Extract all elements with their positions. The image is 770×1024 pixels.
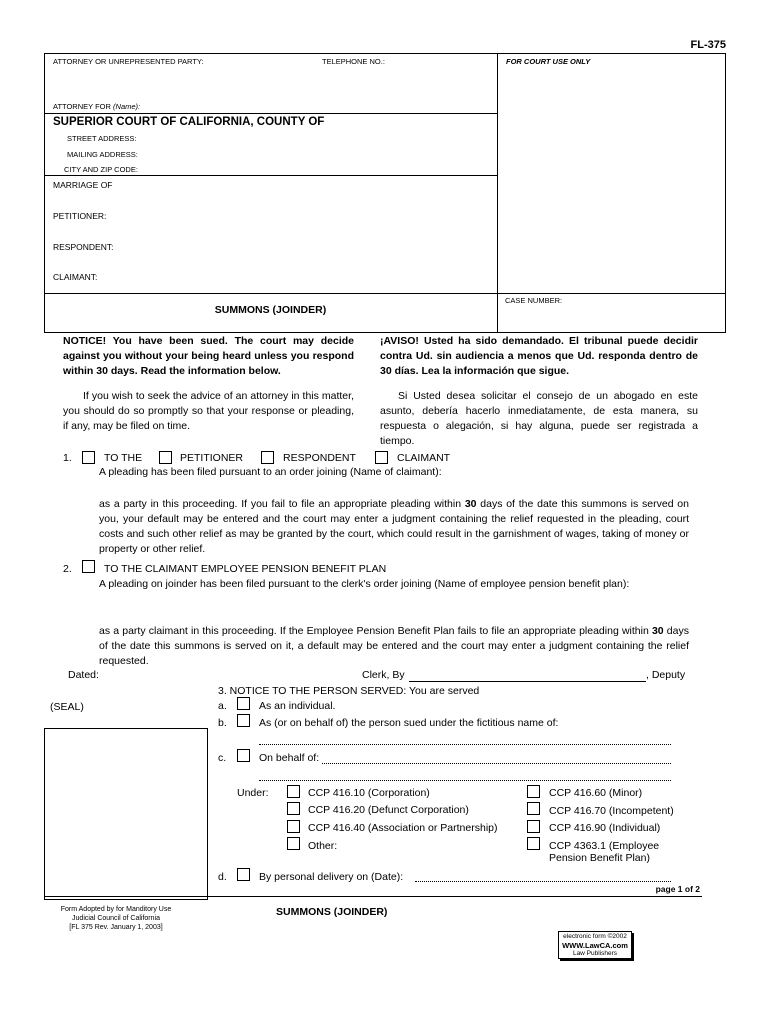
petitioner-label: PETITIONER:	[53, 211, 107, 221]
street-address-label: STREET ADDRESS:	[67, 134, 137, 143]
on-behalf-checkbox[interactable]	[237, 749, 250, 762]
under-label: Under:	[237, 787, 269, 799]
notice-english: NOTICE! You have been sued. The court may decide against you without your being heard unless you respond within 30 days. Read the information below.	[63, 335, 354, 377]
personal-delivery-label: By personal delivery on (Date):	[259, 871, 404, 883]
form-adopted-line-3: [FL 375 Rev. January 1, 2003]	[69, 924, 163, 931]
case-number-label: CASE NUMBER:	[505, 296, 563, 305]
ccp-41640-checkbox[interactable]	[287, 820, 300, 833]
advice-english: If you wish to seek the advice of an attorney in this matter, you should do so promptly so that your response or pleading, if any, may be filed on time.	[63, 390, 354, 432]
seal-label: (SEAL)	[50, 701, 84, 713]
respondent-checkbox[interactable]	[261, 451, 274, 464]
respondent-option-label: RESPONDENT	[283, 452, 356, 464]
fictitious-name-line[interactable]	[259, 744, 671, 745]
court-use-label: FOR COURT USE ONLY	[506, 57, 591, 66]
telephone-label: TELEPHONE NO.:	[322, 57, 385, 66]
dated-label: Dated:	[68, 669, 99, 681]
ccp-41620-checkbox[interactable]	[287, 802, 300, 815]
petitioner-option-label: PETITIONER	[180, 452, 244, 464]
item1-paragraph: as a party in this proceeding. If you fail to file an appropriate pleading within 30 days of the date this summons is served on you, your default may be entered and the court may enter a judgment containing the relief requested in the pleading, court costs and such other relief as may be granted by the court, which could result in the garnishment of wages, taking of money or property or other relief.	[99, 498, 689, 555]
page-number: page 1 of 2	[655, 884, 700, 894]
ccp-41610-label: CCP 416.10 (Corporation)	[308, 787, 430, 799]
other-checkbox[interactable]	[287, 837, 300, 850]
stamp-line-3: Law Publishers	[572, 950, 618, 957]
mailing-address-label: MAILING ADDRESS:	[67, 150, 138, 159]
clerk-by-label: Clerk, By	[362, 669, 405, 681]
to-the-checkbox[interactable]	[82, 451, 95, 464]
ccp-41610-checkbox[interactable]	[287, 785, 300, 798]
fictitious-name-checkbox[interactable]	[237, 714, 250, 727]
ccp-41640-label: CCP 416.40 (Association or Partnership)	[308, 822, 498, 834]
ccp-41690-checkbox[interactable]	[527, 820, 540, 833]
advice-spanish: Si Usted desea solicitar el consejo de un abogado en este asunto, debería hacerlo inmediatamente, de esta manera, su respuesta o alegación, si hay alguna, puede ser registrada a tiempo.	[380, 390, 698, 447]
on-behalf-label: On behalf of:	[259, 752, 320, 764]
form-adopted-line-2: Judicial Council of California	[72, 915, 160, 922]
pension-plan-label: TO THE CLAIMANT EMPLOYEE PENSION BENEFIT PLAN	[104, 563, 387, 575]
other-label: Other:	[308, 840, 338, 852]
item2-number: 2.	[63, 563, 72, 575]
delivery-date-line[interactable]	[415, 881, 671, 882]
divider-court	[44, 113, 497, 114]
item3b-letter: b.	[218, 717, 227, 729]
stamp-line-1: electronic form ©2002	[563, 933, 627, 940]
divider-title	[44, 293, 726, 294]
item3c-letter: c.	[218, 752, 227, 764]
form-adopted-note	[44, 905, 188, 932]
fictitious-name-label: As (or on behalf of) the person sued under the fictitious name of:	[259, 717, 559, 729]
item2-paragraph: as a party claimant in this proceeding. If the Employee Pension Benefit Plan fails to file an appropriate pleading within 30 days of the date this summons is served on it, a default may be entered and the court may enter a judgment containing the relief requested.	[99, 625, 689, 667]
document-title: SUMMONS (JOINDER)	[214, 304, 327, 316]
item1-number: 1.	[63, 452, 72, 464]
personal-delivery-checkbox[interactable]	[237, 868, 250, 881]
attorney-label: ATTORNEY OR UNREPRESENTED PARTY:	[53, 57, 204, 66]
ccp-43631-checkbox[interactable]	[527, 837, 540, 850]
respondent-label: RESPONDENT:	[53, 242, 114, 252]
individual-label: As an individual.	[259, 700, 336, 712]
individual-checkbox[interactable]	[237, 697, 250, 710]
petitioner-checkbox[interactable]	[159, 451, 172, 464]
deputy-label: , Deputy	[646, 669, 686, 681]
notice-spanish: ¡AVISO! Usted ha sido demandado. El tribunal puede decidir contra Ud. sin audiencia a menos que Ud. responda dentro de 30 días. Lea la información que sigue.	[380, 335, 698, 377]
item3d-letter: d.	[218, 871, 227, 883]
attorney-for-label: ATTORNEY FOR (Name):	[53, 102, 141, 111]
marriage-of-label: MARRIAGE OF	[53, 180, 113, 190]
ccp-41620-label: CCP 416.20 (Defunct Corporation)	[308, 804, 469, 816]
on-behalf-line[interactable]	[322, 763, 671, 764]
clerk-signature-line[interactable]	[409, 681, 646, 682]
claimant-checkbox[interactable]	[375, 451, 388, 464]
notice-served-title: 3. NOTICE TO THE PERSON SERVED: You are served	[218, 685, 480, 697]
ccp-43631-label: CCP 4363.1 (Employee	[549, 840, 660, 852]
caption-box	[44, 53, 726, 333]
city-zip-label: CITY AND ZIP CODE:	[64, 165, 138, 174]
stamp-website: WWW.LawCA.com	[562, 940, 628, 950]
court-use-divider	[497, 53, 498, 333]
footer-rule	[44, 896, 702, 897]
item3a-letter: a.	[218, 700, 227, 712]
item2-pleading-line: A pleading on joinder has been filed pursuant to the clerk's order joining (Name of employee pension benefit plan):	[99, 578, 630, 590]
footer-title: SUMMONS (JOINDER)	[276, 906, 388, 918]
ccp-43631-label-cont: Pension Benefit Plan)	[549, 852, 650, 864]
pension-plan-checkbox[interactable]	[82, 560, 95, 573]
claimant-label: CLAIMANT:	[53, 272, 98, 282]
form-number: FL-375	[690, 39, 726, 51]
ccp-41660-checkbox[interactable]	[527, 785, 540, 798]
ccp-41670-checkbox[interactable]	[527, 802, 540, 815]
claimant-option-label: CLAIMANT	[397, 452, 451, 464]
form-adopted-line-1: Form Adopted by for Manditory Use	[60, 906, 172, 913]
court-title: SUPERIOR COURT OF CALIFORNIA, COUNTY OF	[53, 116, 325, 128]
ccp-41660-label: CCP 416.60 (Minor)	[549, 787, 643, 799]
publisher-stamp	[558, 931, 632, 959]
ccp-41690-label: CCP 416.90 (Individual)	[549, 822, 661, 834]
seal-box	[44, 728, 208, 900]
divider-parties	[44, 175, 497, 176]
to-the-label: TO THE	[104, 452, 143, 464]
item1-pleading-line: A pleading has been filed pursuant to an order joining (Name of claimant):	[99, 466, 442, 478]
on-behalf-line-2[interactable]	[259, 780, 671, 781]
ccp-41670-label: CCP 416.70 (Incompetent)	[549, 805, 674, 817]
